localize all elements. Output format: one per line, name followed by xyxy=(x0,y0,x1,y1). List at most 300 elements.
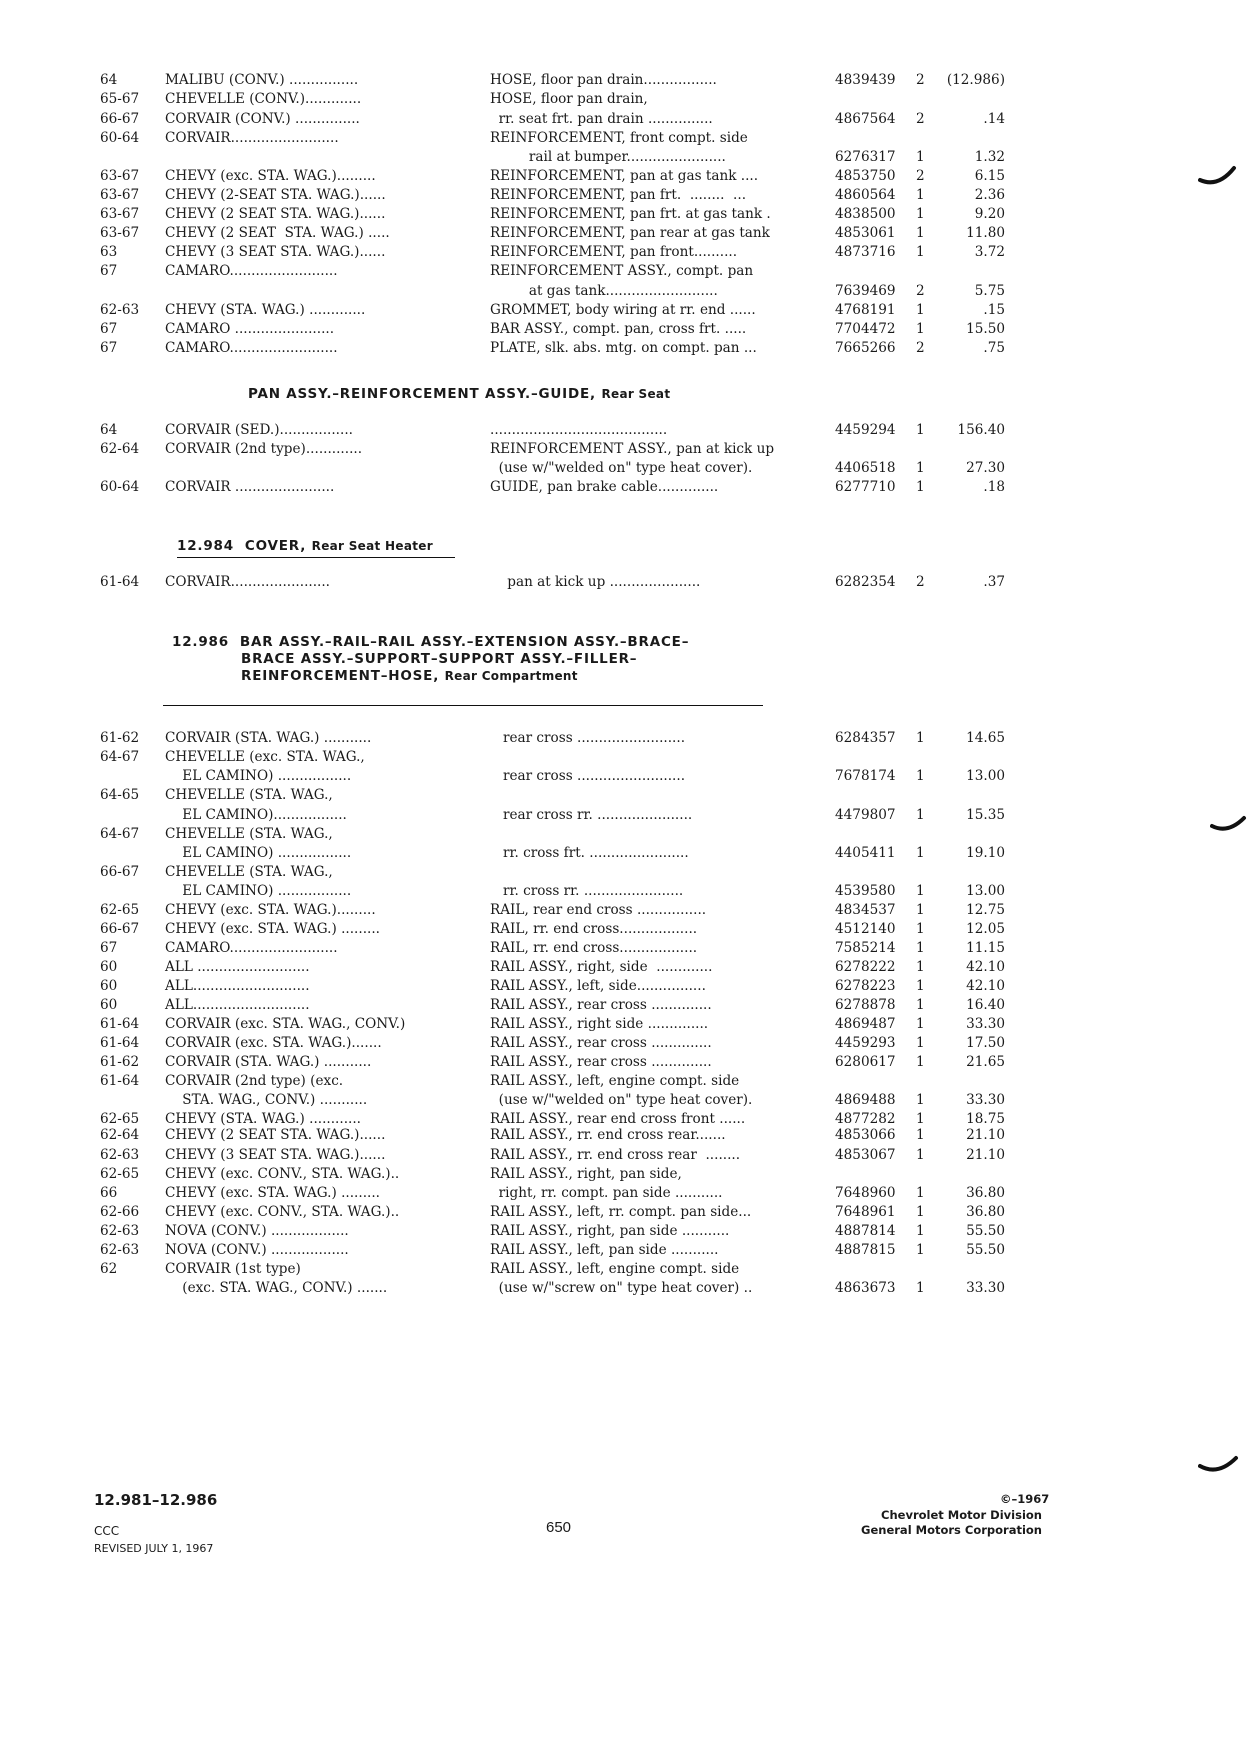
price: 36.80 xyxy=(966,1185,1005,1201)
part-row xyxy=(0,1146,1248,1164)
price: 156.40 xyxy=(957,422,1005,438)
model-name: ALL........................... xyxy=(165,978,310,994)
part-row xyxy=(0,243,1248,261)
quantity: 2 xyxy=(916,283,925,299)
year-range: 64 xyxy=(100,72,118,88)
model-name: CHEVY (exc. STA. WAG.) ......... xyxy=(165,1185,380,1201)
quantity: 2 xyxy=(916,574,925,590)
part-number: 4839439 xyxy=(835,72,896,88)
year-range: 62-64 xyxy=(100,441,140,457)
part-row xyxy=(0,440,1248,458)
binding-mark-icon xyxy=(1198,164,1238,188)
model-name: CHEVY (2 SEAT STA. WAG.)...... xyxy=(165,1127,386,1143)
year-range: 61-64 xyxy=(100,1073,140,1089)
year-range: 67 xyxy=(100,321,118,337)
section-heading-12-984 xyxy=(177,538,433,555)
part-row xyxy=(0,320,1248,338)
part-number: 4479807 xyxy=(835,807,896,823)
quantity: 1 xyxy=(916,978,925,994)
year-range: 61-64 xyxy=(100,574,140,590)
part-number: 4853067 xyxy=(835,1147,896,1163)
part-row xyxy=(0,920,1248,938)
quantity: 1 xyxy=(916,959,925,975)
part-description: RAIL, rr. end cross.................. xyxy=(490,940,698,956)
model-name: EL CAMINO) ................. xyxy=(165,768,352,784)
part-description: (use w/"welded on" type heat cover). xyxy=(490,460,753,476)
price: 16.40 xyxy=(966,997,1005,1013)
part-description: right, rr. compt. pan side ........... xyxy=(490,1185,723,1201)
quantity: 1 xyxy=(916,730,925,746)
part-row xyxy=(0,901,1248,919)
part-row xyxy=(0,186,1248,204)
price: 19.10 xyxy=(966,845,1005,861)
model-name: CORVAIR......................... xyxy=(165,130,339,146)
model-name: CORVAIR (STA. WAG.) ........... xyxy=(165,1054,372,1070)
model-name: CHEVY (exc. STA. WAG.) ......... xyxy=(165,921,380,937)
part-number: 4459294 xyxy=(835,422,896,438)
part-row xyxy=(0,421,1248,439)
part-description: (use w/"welded on" type heat cover). xyxy=(490,1092,753,1108)
price: 15.50 xyxy=(966,321,1005,337)
part-description: REINFORCEMENT, pan frt. at gas tank . xyxy=(490,206,771,222)
part-number: 4838500 xyxy=(835,206,896,222)
quantity: 1 xyxy=(916,302,925,318)
part-description: rail at bumper....................... xyxy=(490,149,726,165)
part-row xyxy=(0,1165,1248,1183)
year-range: 62-65 xyxy=(100,1111,140,1127)
year-range: 66 xyxy=(100,1185,118,1201)
model-name: CORVAIR (2nd type)............. xyxy=(165,441,363,457)
part-description: pan at kick up ..................... xyxy=(490,574,701,590)
year-range: 62-63 xyxy=(100,302,140,318)
part-description: RAIL ASSY., rr. end cross rear ........ xyxy=(490,1147,741,1163)
part-description: RAIL ASSY., left, engine compt. side xyxy=(490,1261,740,1277)
binding-mark-icon xyxy=(1210,814,1248,838)
price: .15 xyxy=(983,302,1005,318)
year-range: 62-63 xyxy=(100,1223,140,1239)
part-row xyxy=(0,129,1248,147)
part-description: RAIL, rear end cross ................ xyxy=(490,902,707,918)
part-description: GUIDE, pan brake cable.............. xyxy=(490,479,719,495)
part-row xyxy=(0,90,1248,108)
price: 13.00 xyxy=(966,883,1005,899)
part-number: 4887815 xyxy=(835,1242,896,1258)
part-number: 7585214 xyxy=(835,940,896,956)
part-number: 4405411 xyxy=(835,845,896,861)
part-row xyxy=(0,224,1248,242)
quantity: 1 xyxy=(916,1280,925,1296)
section-underline xyxy=(177,557,455,558)
quantity: 1 xyxy=(916,225,925,241)
model-name: ALL........................... xyxy=(165,997,310,1013)
price: 42.10 xyxy=(966,978,1005,994)
part-row xyxy=(0,1279,1248,1297)
part-number: 6277710 xyxy=(835,479,896,495)
part-row xyxy=(0,148,1248,166)
quantity: 1 xyxy=(916,244,925,260)
footer-corporation: General Motors Corporation xyxy=(861,1523,1042,1537)
price: 17.50 xyxy=(966,1035,1005,1051)
model-name: CAMARO ....................... xyxy=(165,321,335,337)
price: .75 xyxy=(983,340,1005,356)
part-description: RAIL ASSY., right, pan side, xyxy=(490,1166,682,1182)
part-description: at gas tank.......................... xyxy=(490,283,718,299)
model-name: STA. WAG., CONV.) ........... xyxy=(165,1092,368,1108)
quantity: 1 xyxy=(916,845,925,861)
part-row xyxy=(0,748,1248,766)
part-row xyxy=(0,1091,1248,1109)
model-name: CORVAIR ....................... xyxy=(165,479,335,495)
part-row xyxy=(0,1241,1248,1259)
part-row xyxy=(0,339,1248,357)
price: 18.75 xyxy=(966,1111,1005,1127)
quantity: 1 xyxy=(916,1054,925,1070)
model-name: CHEVELLE (exc. STA. WAG., xyxy=(165,749,365,765)
part-description: REINFORCEMENT ASSY., pan at kick up xyxy=(490,441,775,457)
part-number: 4406518 xyxy=(835,460,896,476)
section-number: 12.984 xyxy=(177,538,234,554)
quantity: 1 xyxy=(916,479,925,495)
model-name: CHEVELLE (STA. WAG., xyxy=(165,826,333,842)
part-description: rr. cross rr. ....................... xyxy=(490,883,684,899)
model-name: CHEVY (exc. CONV., STA. WAG.).. xyxy=(165,1166,400,1182)
part-number: 4873716 xyxy=(835,244,896,260)
price: 55.50 xyxy=(966,1223,1005,1239)
model-name: CHEVELLE (STA. WAG., xyxy=(165,787,333,803)
model-name: CORVAIR (STA. WAG.) ........... xyxy=(165,730,372,746)
section-heading-12-986-line3 xyxy=(241,668,578,685)
section-title-line2: BRACE ASSY.–SUPPORT–SUPPORT ASSY.–FILLER– xyxy=(241,651,638,667)
quantity: 1 xyxy=(916,768,925,784)
part-description: rr. cross frt. ....................... xyxy=(490,845,689,861)
quantity: 1 xyxy=(916,1147,925,1163)
model-name: CORVAIR....................... xyxy=(165,574,330,590)
section-number: 12.986 xyxy=(172,634,229,650)
part-description: rear cross rr. ...................... xyxy=(490,807,693,823)
price: 11.80 xyxy=(966,225,1005,241)
section-heading-pan-assy xyxy=(248,386,670,403)
price: 6.15 xyxy=(974,168,1005,184)
part-number: 4887814 xyxy=(835,1223,896,1239)
year-range: 60 xyxy=(100,978,118,994)
part-description: GROMMET, body wiring at rr. end ...... xyxy=(490,302,756,318)
year-range: 66-67 xyxy=(100,864,140,880)
part-number: 7704472 xyxy=(835,321,896,337)
part-number: 6284357 xyxy=(835,730,896,746)
part-description: rear cross ......................... xyxy=(490,768,686,784)
footer-code: CCC xyxy=(94,1524,120,1538)
price: 13.00 xyxy=(966,768,1005,784)
part-description: REINFORCEMENT ASSY., compt. pan xyxy=(490,263,754,279)
price: 2.36 xyxy=(974,187,1005,203)
model-name: CHEVY (STA. WAG.) ............ xyxy=(165,1111,361,1127)
quantity: 1 xyxy=(916,149,925,165)
footer-revised: REVISED JULY 1, 1967 xyxy=(94,1542,214,1555)
part-row xyxy=(0,863,1248,881)
price: 5.75 xyxy=(974,283,1005,299)
part-description: REINFORCEMENT, pan at gas tank .... xyxy=(490,168,759,184)
part-number: 7648961 xyxy=(835,1204,896,1220)
part-description: RAIL ASSY., left, engine compt. side xyxy=(490,1073,740,1089)
quantity: 1 xyxy=(916,1223,925,1239)
quantity: 1 xyxy=(916,902,925,918)
year-range: 63-67 xyxy=(100,206,140,222)
quantity: 1 xyxy=(916,940,925,956)
part-row xyxy=(0,262,1248,280)
quantity: 1 xyxy=(916,1204,925,1220)
part-row xyxy=(0,167,1248,185)
part-row xyxy=(0,996,1248,1014)
part-number: 4512140 xyxy=(835,921,896,937)
part-number: 4867564 xyxy=(835,111,896,127)
part-description: PLATE, slk. abs. mtg. on compt. pan ... xyxy=(490,340,757,356)
price: 15.35 xyxy=(966,807,1005,823)
model-name: CORVAIR (SED.)................. xyxy=(165,422,353,438)
part-number: 4877282 xyxy=(835,1111,896,1127)
price: 3.72 xyxy=(974,244,1005,260)
model-name: NOVA (CONV.) .................. xyxy=(165,1242,349,1258)
section-title: PAN ASSY.–REINFORCEMENT ASSY.–GUIDE, xyxy=(248,386,602,402)
part-description: REINFORCEMENT, front compt. side xyxy=(490,130,748,146)
part-number: 6282354 xyxy=(835,574,896,590)
quantity: 1 xyxy=(916,187,925,203)
part-row xyxy=(0,977,1248,995)
part-description: RAIL ASSY., rr. end cross rear....... xyxy=(490,1127,726,1143)
price: 27.30 xyxy=(966,460,1005,476)
section-title: COVER, xyxy=(244,538,312,554)
model-name: CORVAIR (2nd type) (exc. xyxy=(165,1073,344,1089)
part-description: RAIL ASSY., right, pan side ........... xyxy=(490,1223,730,1239)
year-range: 64-65 xyxy=(100,787,140,803)
part-description: HOSE, floor pan drain................. xyxy=(490,72,717,88)
model-name: CHEVY (2 SEAT STA. WAG.) ..... xyxy=(165,225,390,241)
quantity: 1 xyxy=(916,921,925,937)
part-description: BAR ASSY., compt. pan, cross frt. ..... xyxy=(490,321,747,337)
part-row xyxy=(0,729,1248,747)
model-name: CHEVY (exc. STA. WAG.)......... xyxy=(165,168,376,184)
model-name: CHEVY (exc. CONV., STA. WAG.).. xyxy=(165,1204,400,1220)
part-row xyxy=(0,205,1248,223)
model-name: NOVA (CONV.) .................. xyxy=(165,1223,349,1239)
model-name: CORVAIR (1st type) xyxy=(165,1261,301,1277)
quantity: 1 xyxy=(916,1111,925,1127)
part-row xyxy=(0,786,1248,804)
year-range: 60-64 xyxy=(100,130,140,146)
quantity: 1 xyxy=(916,1127,925,1143)
year-range: 60 xyxy=(100,997,118,1013)
price: 33.30 xyxy=(966,1092,1005,1108)
footer-division: Chevrolet Motor Division xyxy=(881,1508,1042,1522)
year-range: 64 xyxy=(100,422,118,438)
model-name: EL CAMINO)................. xyxy=(165,807,347,823)
part-row xyxy=(0,1072,1248,1090)
part-row xyxy=(0,958,1248,976)
section-subtitle: Rear Seat xyxy=(601,387,671,401)
year-range: 62-63 xyxy=(100,1147,140,1163)
year-range: 66-67 xyxy=(100,921,140,937)
quantity: 1 xyxy=(916,1035,925,1051)
quantity: 1 xyxy=(916,807,925,823)
part-row xyxy=(0,1184,1248,1202)
part-row xyxy=(0,844,1248,862)
price: 21.10 xyxy=(966,1127,1005,1143)
part-row xyxy=(0,825,1248,843)
part-row xyxy=(0,282,1248,300)
part-number: 6280617 xyxy=(835,1054,896,1070)
quantity: 1 xyxy=(916,1092,925,1108)
part-row xyxy=(0,478,1248,496)
part-number: 6276317 xyxy=(835,149,896,165)
part-number: 7648960 xyxy=(835,1185,896,1201)
part-row xyxy=(0,1203,1248,1221)
page-number: 650 xyxy=(546,1519,572,1536)
model-name: CHEVELLE (STA. WAG., xyxy=(165,864,333,880)
part-description: ......................................... xyxy=(490,422,668,438)
part-description: RAIL ASSY., left, side................ xyxy=(490,978,706,994)
year-range: 61-64 xyxy=(100,1016,140,1032)
footer-range: 12.981–12.986 xyxy=(94,1491,218,1509)
price: 12.05 xyxy=(966,921,1005,937)
model-name: CAMARO......................... xyxy=(165,263,338,279)
part-description: RAIL ASSY., rear cross .............. xyxy=(490,1054,712,1070)
quantity: 2 xyxy=(916,168,925,184)
binding-mark-icon xyxy=(1198,1454,1240,1478)
model-name: CHEVY (3 SEAT STA. WAG.)...... xyxy=(165,1147,386,1163)
year-range: 62-63 xyxy=(100,1242,140,1258)
quantity: 2 xyxy=(916,111,925,127)
section-rule xyxy=(163,705,763,706)
part-row xyxy=(0,1222,1248,1240)
price: .18 xyxy=(983,479,1005,495)
quantity: 1 xyxy=(916,1242,925,1258)
part-description: rr. seat frt. pan drain ............... xyxy=(490,111,713,127)
model-name: CORVAIR (CONV.) ............... xyxy=(165,111,360,127)
price: 9.20 xyxy=(974,206,1005,222)
price: 33.30 xyxy=(966,1016,1005,1032)
part-description: HOSE, floor pan drain, xyxy=(490,91,648,107)
part-description: REINFORCEMENT, pan front.......... xyxy=(490,244,738,260)
quantity: 1 xyxy=(916,460,925,476)
section-subtitle: Rear Compartment xyxy=(444,669,578,683)
part-row xyxy=(0,882,1248,900)
quantity: 1 xyxy=(916,1016,925,1032)
part-row xyxy=(0,1053,1248,1071)
price: 21.65 xyxy=(966,1054,1005,1070)
price: .14 xyxy=(983,111,1005,127)
section-heading-12-986-line2 xyxy=(241,651,637,668)
part-number: 4834537 xyxy=(835,902,896,918)
year-range: 63-67 xyxy=(100,187,140,203)
part-row xyxy=(0,1126,1248,1144)
model-name: CAMARO......................... xyxy=(165,940,338,956)
year-range: 61-62 xyxy=(100,1054,140,1070)
year-range: 60 xyxy=(100,959,118,975)
price: 42.10 xyxy=(966,959,1005,975)
section-subtitle: Rear Seat Heater xyxy=(311,539,433,553)
price: 12.75 xyxy=(966,902,1005,918)
part-number: 4459293 xyxy=(835,1035,896,1051)
price: 14.65 xyxy=(966,730,1005,746)
model-name: ALL .......................... xyxy=(165,959,310,975)
year-range: 62-65 xyxy=(100,902,140,918)
part-row xyxy=(0,573,1248,591)
price: (12.986) xyxy=(946,72,1005,88)
part-number: 4863673 xyxy=(835,1280,896,1296)
part-number: 4853066 xyxy=(835,1127,896,1143)
year-range: 62-65 xyxy=(100,1166,140,1182)
year-range: 67 xyxy=(100,340,118,356)
part-description: (use w/"screw on" type heat cover) .. xyxy=(490,1280,753,1296)
year-range: 67 xyxy=(100,263,118,279)
part-number: 4869487 xyxy=(835,1016,896,1032)
year-range: 66-67 xyxy=(100,111,140,127)
quantity: 1 xyxy=(916,422,925,438)
part-row xyxy=(0,1034,1248,1052)
price: 36.80 xyxy=(966,1204,1005,1220)
year-range: 64-67 xyxy=(100,749,140,765)
part-description: REINFORCEMENT, pan rear at gas tank xyxy=(490,225,770,241)
quantity: 1 xyxy=(916,206,925,222)
section-title-line3: REINFORCEMENT–HOSE, xyxy=(241,668,445,684)
part-row xyxy=(0,110,1248,128)
price: 21.10 xyxy=(966,1147,1005,1163)
part-number: 7678174 xyxy=(835,768,896,784)
part-row xyxy=(0,1260,1248,1278)
part-description: RAIL, rr. end cross.................. xyxy=(490,921,698,937)
part-description: REINFORCEMENT, pan frt. ........ ... xyxy=(490,187,747,203)
model-name: CHEVY (2-SEAT STA. WAG.)...... xyxy=(165,187,386,203)
part-number: 6278223 xyxy=(835,978,896,994)
year-range: 63-67 xyxy=(100,225,140,241)
price: 33.30 xyxy=(966,1280,1005,1296)
part-description: RAIL ASSY., rear cross .............. xyxy=(490,997,712,1013)
part-description: rear cross ......................... xyxy=(490,730,686,746)
model-name: CAMARO......................... xyxy=(165,340,338,356)
model-name: CHEVY (exc. STA. WAG.)......... xyxy=(165,902,376,918)
model-name: EL CAMINO) ................. xyxy=(165,883,352,899)
footer-copyright: ©–1967 xyxy=(1000,1492,1050,1506)
year-range: 60-64 xyxy=(100,479,140,495)
year-range: 63 xyxy=(100,244,118,260)
model-name: (exc. STA. WAG., CONV.) ....... xyxy=(165,1280,388,1296)
year-range: 65-67 xyxy=(100,91,140,107)
part-row xyxy=(0,1015,1248,1033)
year-range: 61-64 xyxy=(100,1035,140,1051)
part-row xyxy=(0,459,1248,477)
model-name: CHEVY (STA. WAG.) ............. xyxy=(165,302,366,318)
model-name: EL CAMINO) ................. xyxy=(165,845,352,861)
part-number: 4853061 xyxy=(835,225,896,241)
part-row xyxy=(0,767,1248,785)
model-name: MALIBU (CONV.) ................ xyxy=(165,72,359,88)
part-row xyxy=(0,71,1248,89)
year-range: 64-67 xyxy=(100,826,140,842)
part-number: 4853750 xyxy=(835,168,896,184)
year-range: 67 xyxy=(100,940,118,956)
part-description: RAIL ASSY., right, side ............. xyxy=(490,959,713,975)
model-name: CORVAIR (exc. STA. WAG.)....... xyxy=(165,1035,382,1051)
year-range: 62-66 xyxy=(100,1204,140,1220)
part-number: 4869488 xyxy=(835,1092,896,1108)
section-title-line1: BAR ASSY.–RAIL–RAIL ASSY.–EXTENSION ASSY.–BRACE– xyxy=(239,634,690,650)
quantity: 1 xyxy=(916,321,925,337)
year-range: 61-62 xyxy=(100,730,140,746)
model-name: CORVAIR (exc. STA. WAG., CONV.) xyxy=(165,1016,406,1032)
price: 55.50 xyxy=(966,1242,1005,1258)
quantity: 2 xyxy=(916,340,925,356)
part-description: RAIL ASSY., rear end cross front ...... xyxy=(490,1111,746,1127)
part-number: 4768191 xyxy=(835,302,896,318)
